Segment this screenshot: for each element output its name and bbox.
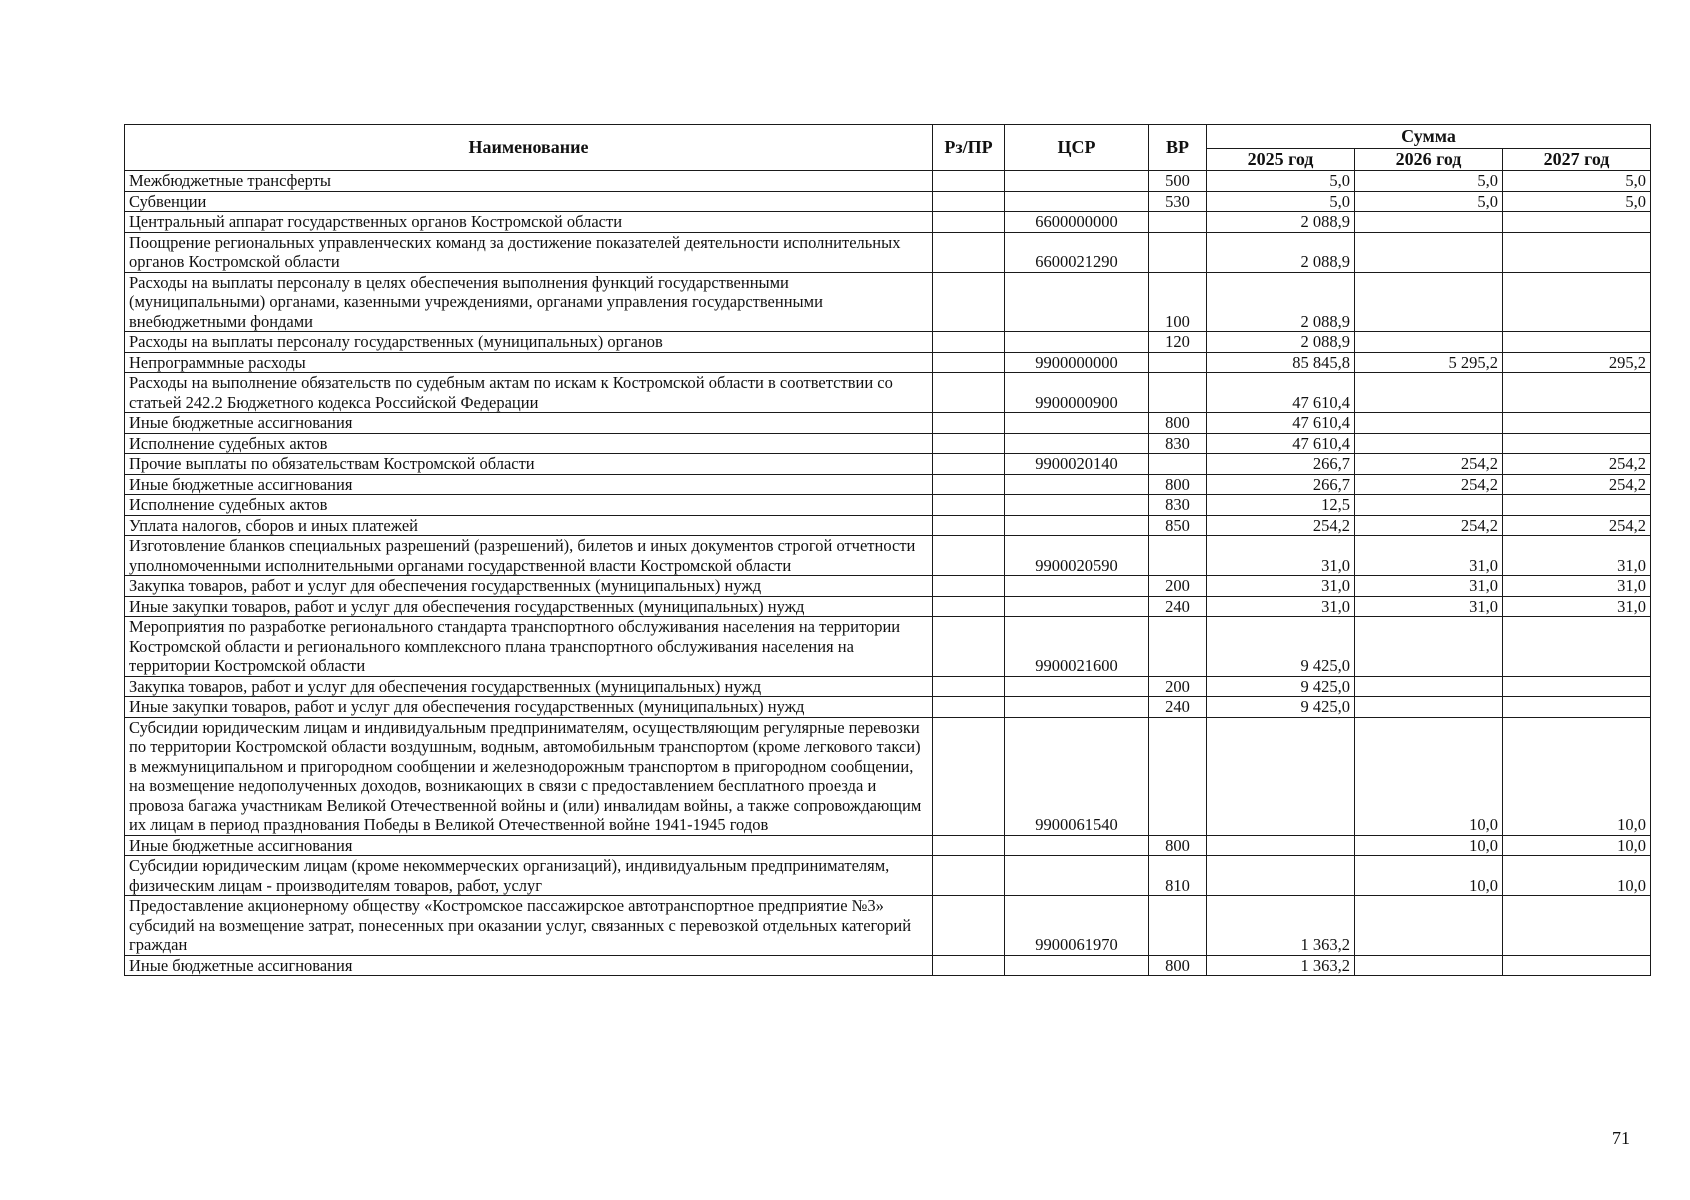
cell-vr: 850 bbox=[1149, 515, 1207, 536]
cell-2027 bbox=[1503, 896, 1651, 956]
header-vr: ВР bbox=[1149, 125, 1207, 171]
page-number: 71 bbox=[1612, 1128, 1630, 1148]
table-row bbox=[125, 191, 1651, 212]
cell-2025: 5,0 bbox=[1207, 191, 1355, 212]
table-row bbox=[125, 212, 1651, 233]
cell-csr bbox=[1005, 171, 1149, 192]
cell-2025 bbox=[1207, 835, 1355, 856]
cell-vr: 100 bbox=[1149, 272, 1207, 332]
cell-2026 bbox=[1355, 896, 1503, 956]
cell-2027 bbox=[1503, 232, 1651, 272]
cell-vr bbox=[1149, 617, 1207, 677]
table-row bbox=[125, 171, 1651, 192]
cell-vr: 830 bbox=[1149, 433, 1207, 454]
cell-csr bbox=[1005, 856, 1149, 896]
cell-2027: 5,0 bbox=[1503, 171, 1651, 192]
cell-csr bbox=[1005, 413, 1149, 434]
cell-name: Иные бюджетные ассигнования bbox=[125, 955, 933, 976]
cell-csr bbox=[1005, 332, 1149, 353]
table-row bbox=[125, 697, 1651, 718]
cell-2027 bbox=[1503, 495, 1651, 516]
cell-rzpr bbox=[933, 536, 1005, 576]
cell-2026: 10,0 bbox=[1355, 856, 1503, 896]
header-csr: ЦСР bbox=[1005, 125, 1149, 171]
cell-vr bbox=[1149, 717, 1207, 835]
cell-name: Закупка товаров, работ и услуг для обеспечения государственных (муниципальных) нужд bbox=[125, 676, 933, 697]
cell-2027: 10,0 bbox=[1503, 717, 1651, 835]
cell-2027 bbox=[1503, 212, 1651, 233]
cell-vr bbox=[1149, 454, 1207, 475]
cell-2026 bbox=[1355, 232, 1503, 272]
table-row bbox=[125, 835, 1651, 856]
table-row bbox=[125, 495, 1651, 516]
cell-2026 bbox=[1355, 676, 1503, 697]
table-row bbox=[125, 413, 1651, 434]
cell-vr bbox=[1149, 352, 1207, 373]
cell-name: Прочие выплаты по обязательствам Костромской области bbox=[125, 454, 933, 475]
cell-name: Расходы на выполнение обязательств по судебным актам по искам к Костромской области в соответствии со статьей 242.2 Бюджетного кодекса Российской Федерации bbox=[125, 373, 933, 413]
cell-2027 bbox=[1503, 955, 1651, 976]
cell-name: Поощрение региональных управленческих команд за достижение показателей деятельности исполнительных органов Костромской области bbox=[125, 232, 933, 272]
cell-rzpr bbox=[933, 352, 1005, 373]
cell-rzpr bbox=[933, 373, 1005, 413]
cell-rzpr bbox=[933, 896, 1005, 956]
cell-2025: 12,5 bbox=[1207, 495, 1355, 516]
table-row bbox=[125, 332, 1651, 353]
cell-rzpr bbox=[933, 495, 1005, 516]
cell-csr bbox=[1005, 272, 1149, 332]
cell-name: Непрограммные расходы bbox=[125, 352, 933, 373]
cell-2026 bbox=[1355, 332, 1503, 353]
cell-csr bbox=[1005, 495, 1149, 516]
cell-csr: 9900020140 bbox=[1005, 454, 1149, 475]
cell-2027 bbox=[1503, 413, 1651, 434]
cell-name: Иные бюджетные ассигнования bbox=[125, 474, 933, 495]
cell-vr: 800 bbox=[1149, 474, 1207, 495]
cell-2027: 254,2 bbox=[1503, 454, 1651, 475]
cell-rzpr bbox=[933, 232, 1005, 272]
cell-rzpr bbox=[933, 596, 1005, 617]
cell-csr: 9900021600 bbox=[1005, 617, 1149, 677]
cell-csr: 9900020590 bbox=[1005, 536, 1149, 576]
header-year-2026: 2026 год bbox=[1355, 149, 1503, 171]
cell-vr: 120 bbox=[1149, 332, 1207, 353]
cell-2027 bbox=[1503, 373, 1651, 413]
cell-2027: 10,0 bbox=[1503, 835, 1651, 856]
cell-vr: 800 bbox=[1149, 413, 1207, 434]
cell-2026: 254,2 bbox=[1355, 454, 1503, 475]
cell-2026: 10,0 bbox=[1355, 717, 1503, 835]
cell-2026: 254,2 bbox=[1355, 515, 1503, 536]
cell-rzpr bbox=[933, 856, 1005, 896]
cell-csr bbox=[1005, 955, 1149, 976]
cell-name: Расходы на выплаты персоналу государственных (муниципальных) органов bbox=[125, 332, 933, 353]
cell-vr: 200 bbox=[1149, 676, 1207, 697]
cell-2026: 5 295,2 bbox=[1355, 352, 1503, 373]
cell-2027: 10,0 bbox=[1503, 856, 1651, 896]
table-row bbox=[125, 676, 1651, 697]
cell-name: Субсидии юридическим лицам и индивидуальным предпринимателям, осуществляющим регулярные перевозки по территории Костромской области воздушным, водным, автомобильным транспортом (кроме легкового такси) в межмуниципальном и пригородном сообщении и железнодорожным транспортом в пригородном сообщении, на возмещение недополученных доходов, возникающих в связи с предоставлением бесплатного проезда и провоза багажа участникам Великой Отечественной войны и (или) инвалидам войны, а также сопровождающим их лицам в период празднования Победы в Великой Отечественной войне 1941-1945 годов bbox=[125, 717, 933, 835]
table-header bbox=[125, 125, 1651, 171]
table-row bbox=[125, 856, 1651, 896]
cell-2025 bbox=[1207, 717, 1355, 835]
cell-vr: 240 bbox=[1149, 697, 1207, 718]
cell-name: Иные закупки товаров, работ и услуг для обеспечения государственных (муниципальных) нужд bbox=[125, 596, 933, 617]
cell-rzpr bbox=[933, 697, 1005, 718]
cell-csr bbox=[1005, 576, 1149, 597]
cell-2027 bbox=[1503, 617, 1651, 677]
cell-2026 bbox=[1355, 433, 1503, 454]
cell-csr bbox=[1005, 596, 1149, 617]
cell-2025: 31,0 bbox=[1207, 536, 1355, 576]
cell-2026: 31,0 bbox=[1355, 536, 1503, 576]
table-row bbox=[125, 373, 1651, 413]
cell-rzpr bbox=[933, 617, 1005, 677]
cell-2026 bbox=[1355, 212, 1503, 233]
cell-2026: 5,0 bbox=[1355, 171, 1503, 192]
table-row bbox=[125, 896, 1651, 956]
cell-2025: 47 610,4 bbox=[1207, 373, 1355, 413]
cell-2026 bbox=[1355, 413, 1503, 434]
table-row bbox=[125, 474, 1651, 495]
header-year-2027: 2027 год bbox=[1503, 149, 1651, 171]
cell-2027: 31,0 bbox=[1503, 536, 1651, 576]
cell-2027 bbox=[1503, 676, 1651, 697]
cell-vr: 530 bbox=[1149, 191, 1207, 212]
cell-2025: 31,0 bbox=[1207, 596, 1355, 617]
table-row bbox=[125, 576, 1651, 597]
header-rzpr: Рз/ПР bbox=[933, 125, 1005, 171]
cell-vr bbox=[1149, 373, 1207, 413]
cell-name: Исполнение судебных актов bbox=[125, 495, 933, 516]
cell-vr: 200 bbox=[1149, 576, 1207, 597]
cell-csr: 9900000000 bbox=[1005, 352, 1149, 373]
cell-2025: 1 363,2 bbox=[1207, 896, 1355, 956]
cell-2027: 31,0 bbox=[1503, 596, 1651, 617]
cell-rzpr bbox=[933, 272, 1005, 332]
cell-2025: 266,7 bbox=[1207, 454, 1355, 475]
table-body bbox=[125, 171, 1651, 976]
cell-csr bbox=[1005, 474, 1149, 495]
cell-csr: 6600021290 bbox=[1005, 232, 1149, 272]
cell-rzpr bbox=[933, 717, 1005, 835]
budget-table bbox=[124, 124, 1651, 976]
cell-name: Исполнение судебных актов bbox=[125, 433, 933, 454]
cell-name: Мероприятия по разработке регионального стандарта транспортного обслуживания населения на территории Костромской области и регионального комплексного плана транспортного обслуживания населения на территории Костромской области bbox=[125, 617, 933, 677]
cell-csr: 9900000900 bbox=[1005, 373, 1149, 413]
cell-2027: 31,0 bbox=[1503, 576, 1651, 597]
table-row bbox=[125, 955, 1651, 976]
cell-name: Иные бюджетные ассигнования bbox=[125, 835, 933, 856]
cell-2026 bbox=[1355, 955, 1503, 976]
cell-rzpr bbox=[933, 576, 1005, 597]
cell-2027 bbox=[1503, 332, 1651, 353]
cell-2025: 31,0 bbox=[1207, 576, 1355, 597]
cell-2025: 85 845,8 bbox=[1207, 352, 1355, 373]
cell-2026 bbox=[1355, 617, 1503, 677]
cell-rzpr bbox=[933, 433, 1005, 454]
cell-vr bbox=[1149, 212, 1207, 233]
cell-csr bbox=[1005, 697, 1149, 718]
cell-rzpr bbox=[933, 835, 1005, 856]
cell-2025: 2 088,9 bbox=[1207, 212, 1355, 233]
cell-csr bbox=[1005, 835, 1149, 856]
cell-vr: 800 bbox=[1149, 955, 1207, 976]
cell-name: Закупка товаров, работ и услуг для обеспечения государственных (муниципальных) нужд bbox=[125, 576, 933, 597]
cell-2025: 254,2 bbox=[1207, 515, 1355, 536]
cell-csr: 9900061540 bbox=[1005, 717, 1149, 835]
cell-2027 bbox=[1503, 697, 1651, 718]
cell-2025: 9 425,0 bbox=[1207, 617, 1355, 677]
cell-rzpr bbox=[933, 171, 1005, 192]
cell-csr bbox=[1005, 433, 1149, 454]
cell-csr: 6600000000 bbox=[1005, 212, 1149, 233]
table-row bbox=[125, 232, 1651, 272]
cell-2027 bbox=[1503, 433, 1651, 454]
cell-rzpr bbox=[933, 955, 1005, 976]
cell-2025: 9 425,0 bbox=[1207, 676, 1355, 697]
cell-name: Иные закупки товаров, работ и услуг для обеспечения государственных (муниципальных) нужд bbox=[125, 697, 933, 718]
cell-name: Расходы на выплаты персоналу в целях обеспечения выполнения функций государственными (муниципальными) органами, казенными учреждениями, органами управления государственными внебюджетными фондами bbox=[125, 272, 933, 332]
table-row bbox=[125, 617, 1651, 677]
cell-vr: 800 bbox=[1149, 835, 1207, 856]
cell-2025: 2 088,9 bbox=[1207, 232, 1355, 272]
cell-2025: 9 425,0 bbox=[1207, 697, 1355, 718]
cell-2025: 266,7 bbox=[1207, 474, 1355, 495]
cell-name: Субвенции bbox=[125, 191, 933, 212]
cell-vr: 810 bbox=[1149, 856, 1207, 896]
cell-name: Межбюджетные трансферты bbox=[125, 171, 933, 192]
table-row bbox=[125, 433, 1651, 454]
cell-2026 bbox=[1355, 697, 1503, 718]
cell-rzpr bbox=[933, 676, 1005, 697]
cell-csr bbox=[1005, 191, 1149, 212]
cell-vr: 830 bbox=[1149, 495, 1207, 516]
cell-2025: 47 610,4 bbox=[1207, 413, 1355, 434]
cell-2025: 1 363,2 bbox=[1207, 955, 1355, 976]
cell-csr: 9900061970 bbox=[1005, 896, 1149, 956]
cell-name: Уплата налогов, сборов и иных платежей bbox=[125, 515, 933, 536]
cell-2025: 2 088,9 bbox=[1207, 332, 1355, 353]
table-row bbox=[125, 536, 1651, 576]
table-row bbox=[125, 596, 1651, 617]
cell-vr: 240 bbox=[1149, 596, 1207, 617]
cell-csr bbox=[1005, 676, 1149, 697]
cell-2026: 31,0 bbox=[1355, 596, 1503, 617]
cell-2026: 254,2 bbox=[1355, 474, 1503, 495]
cell-rzpr bbox=[933, 212, 1005, 233]
table-row bbox=[125, 515, 1651, 536]
cell-vr bbox=[1149, 232, 1207, 272]
cell-rzpr bbox=[933, 413, 1005, 434]
cell-2025: 2 088,9 bbox=[1207, 272, 1355, 332]
cell-vr bbox=[1149, 896, 1207, 956]
cell-2026 bbox=[1355, 373, 1503, 413]
cell-rzpr bbox=[933, 454, 1005, 475]
cell-2026: 10,0 bbox=[1355, 835, 1503, 856]
cell-csr bbox=[1005, 515, 1149, 536]
cell-2027 bbox=[1503, 272, 1651, 332]
cell-name: Предоставление акционерному обществу «Костромское пассажирское автотранспортное предприятие №3» субсидий на возмещение затрат, понесенных при оказании услуг, связанных с перевозкой отдельных категорий граждан bbox=[125, 896, 933, 956]
cell-2027: 295,2 bbox=[1503, 352, 1651, 373]
cell-2027: 254,2 bbox=[1503, 515, 1651, 536]
cell-2025: 47 610,4 bbox=[1207, 433, 1355, 454]
table-row bbox=[125, 454, 1651, 475]
table-row bbox=[125, 352, 1651, 373]
cell-name: Субсидии юридическим лицам (кроме некоммерческих организаций), индивидуальным предпринимателям, физическим лицам - производителям товаров, работ, услуг bbox=[125, 856, 933, 896]
cell-rzpr bbox=[933, 515, 1005, 536]
header-year-2025: 2025 год bbox=[1207, 149, 1355, 171]
cell-name: Изготовление бланков специальных разрешений (разрешений), билетов и иных документов строгой отчетности уполномоченными исполнительными органами государственной власти Костромской области bbox=[125, 536, 933, 576]
cell-2026: 31,0 bbox=[1355, 576, 1503, 597]
table-row bbox=[125, 272, 1651, 332]
cell-2026: 5,0 bbox=[1355, 191, 1503, 212]
table-row bbox=[125, 717, 1651, 835]
cell-2027: 5,0 bbox=[1503, 191, 1651, 212]
cell-2026 bbox=[1355, 272, 1503, 332]
cell-name: Центральный аппарат государственных органов Костромской области bbox=[125, 212, 933, 233]
cell-vr: 500 bbox=[1149, 171, 1207, 192]
cell-2025 bbox=[1207, 856, 1355, 896]
cell-2026 bbox=[1355, 495, 1503, 516]
header-sum: Сумма bbox=[1207, 125, 1651, 149]
cell-vr bbox=[1149, 536, 1207, 576]
cell-rzpr bbox=[933, 332, 1005, 353]
cell-rzpr bbox=[933, 474, 1005, 495]
budget-table-container bbox=[124, 124, 1651, 976]
cell-2025: 5,0 bbox=[1207, 171, 1355, 192]
cell-2027: 254,2 bbox=[1503, 474, 1651, 495]
header-name: Наименование bbox=[125, 125, 933, 171]
cell-rzpr bbox=[933, 191, 1005, 212]
cell-name: Иные бюджетные ассигнования bbox=[125, 413, 933, 434]
